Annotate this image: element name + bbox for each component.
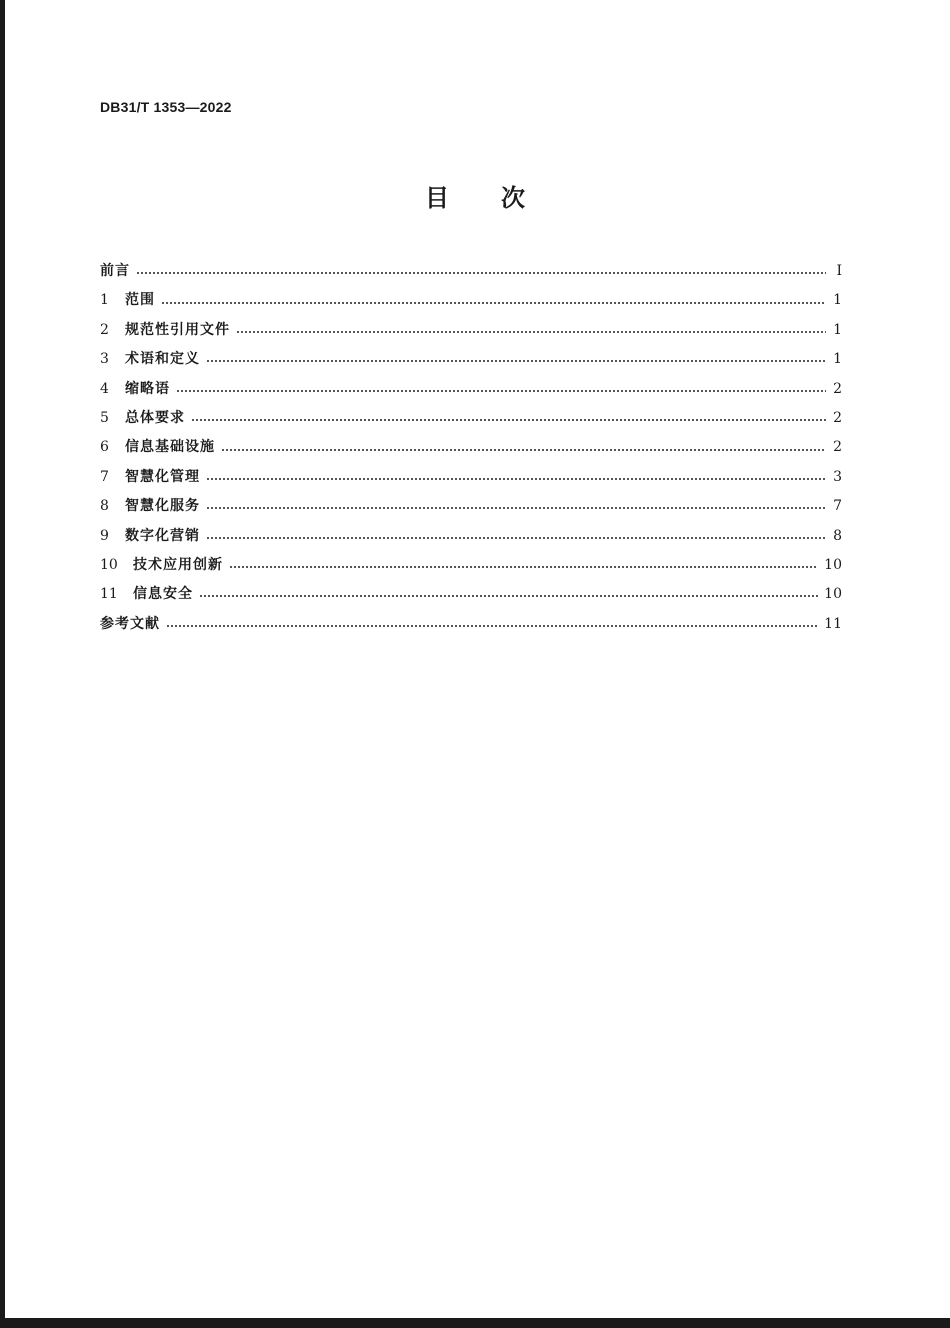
toc-leader-dots xyxy=(199,595,818,597)
toc-entry-number: 11 xyxy=(100,586,118,603)
toc-entry-page: 8 xyxy=(833,527,842,544)
toc-entry-8[interactable] xyxy=(100,492,842,521)
toc-entry-number: 6 xyxy=(100,439,109,456)
toc-entry-text: 缩略语 xyxy=(125,380,170,397)
toc-entry-number: 4 xyxy=(100,380,109,397)
toc-entry-references[interactable] xyxy=(100,610,842,639)
toc-entry-number: 9 xyxy=(100,527,109,544)
toc-entry-6[interactable] xyxy=(100,433,842,462)
toc-entry-page: 10 xyxy=(824,556,842,573)
toc-entry-text: 技术应用创新 xyxy=(133,556,223,573)
toc-entry-text: 参考文献 xyxy=(100,615,160,632)
toc-leader-dots xyxy=(221,449,826,451)
toc-leader-dots xyxy=(136,272,826,274)
toc-entry-number: 7 xyxy=(100,468,109,485)
toc-entry-page: I xyxy=(836,263,842,279)
toc-leader-dots xyxy=(166,625,818,627)
toc-entry-page: 1 xyxy=(833,321,842,338)
page-title: 目次 xyxy=(425,184,577,212)
toc-entry-page: 1 xyxy=(833,351,842,368)
toc-leader-dots xyxy=(161,302,826,304)
toc-entry-text: 智慧化管理 xyxy=(125,468,200,485)
toc-leader-dots xyxy=(206,360,826,362)
toc-entry-page: 2 xyxy=(833,409,842,426)
toc-entry-3[interactable] xyxy=(100,345,842,374)
toc-entry-page: 10 xyxy=(824,586,842,603)
toc-entry-number: 3 xyxy=(100,351,109,368)
toc-leader-dots xyxy=(176,390,826,392)
toc-entry-1[interactable] xyxy=(100,286,842,315)
toc-entry-page: 1 xyxy=(833,292,842,309)
toc-leader-dots xyxy=(206,537,826,539)
toc-leader-dots xyxy=(229,566,818,568)
toc-entry-text: 数字化营销 xyxy=(125,527,200,544)
toc-entry-11[interactable] xyxy=(100,580,842,609)
table-of-contents xyxy=(100,257,842,639)
toc-entry-text: 前言 xyxy=(100,263,130,279)
toc-entry-2[interactable] xyxy=(100,316,842,345)
toc-entry-preface[interactable] xyxy=(100,257,842,286)
toc-entry-number: 5 xyxy=(100,409,109,426)
toc-entry-page: 3 xyxy=(833,468,842,485)
toc-entry-4[interactable] xyxy=(100,375,842,404)
toc-entry-10[interactable] xyxy=(100,551,842,580)
toc-leader-dots xyxy=(236,331,826,333)
toc-entry-text: 规范性引用文件 xyxy=(125,321,230,338)
scan-bottom-edge xyxy=(0,1318,950,1328)
toc-entry-text: 总体要求 xyxy=(125,409,185,426)
toc-entry-text: 信息安全 xyxy=(133,586,193,603)
toc-entry-page: 2 xyxy=(833,439,842,456)
toc-entry-page: 7 xyxy=(833,498,842,515)
toc-entry-text: 范围 xyxy=(125,292,155,309)
toc-leader-dots xyxy=(206,507,826,509)
toc-entry-number: 1 xyxy=(100,292,109,309)
toc-entry-7[interactable] xyxy=(100,463,842,492)
toc-leader-dots xyxy=(206,478,826,480)
toc-entry-number: 8 xyxy=(100,498,109,515)
toc-entry-page: 11 xyxy=(824,615,842,632)
toc-entry-text: 信息基础设施 xyxy=(125,439,215,456)
toc-entry-text: 术语和定义 xyxy=(125,351,200,368)
standard-code: DB31/T 1353—2022 xyxy=(100,99,232,115)
toc-entry-page: 2 xyxy=(833,380,842,397)
toc-leader-dots xyxy=(191,419,826,421)
toc-entry-number: 2 xyxy=(100,321,109,338)
toc-entry-text: 智慧化服务 xyxy=(125,498,200,515)
toc-entry-number: 10 xyxy=(100,556,118,573)
toc-entry-9[interactable] xyxy=(100,522,842,551)
toc-entry-5[interactable] xyxy=(100,404,842,433)
